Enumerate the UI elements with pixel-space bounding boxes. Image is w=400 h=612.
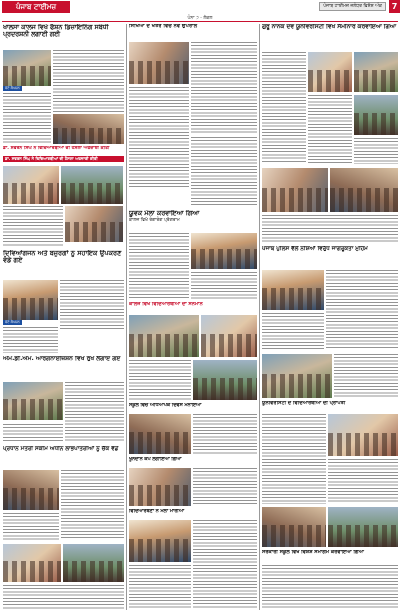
headline: ਗੁਰੂ ਨਾਨਕ ਦੇਵ ਯੂਨੀਵਰਸਿਟੀ ਵਿਖੇ ਸੈਮੀਨਾਰ ਕਰਵਾਇਆ ਗਿਆ: [262, 24, 396, 30]
article-photo: [354, 95, 398, 135]
article-photo: [129, 414, 191, 454]
headline: ਸਰਕਾਰੀ ਸਕੂਲ ਵਿਖੇ ਵਿਸ਼ੇਸ਼ ਸਮਾਗਮ ਕਰਵਾਇਆ ਗਿਆ: [262, 550, 364, 555]
article-body-text: [262, 313, 324, 350]
headline: ਐਮ.ਡੀ.ਐਮ. ਆਰਗਨਾਈਜ਼ੇਸ਼ਨ ਵਿਖੇ ਰੁੱਖ ਲਗਾਏ ਗਏ: [3, 356, 121, 362]
photo-tag: ਫੋਟੋ ਕੈਪਸ਼ਨ: [5, 320, 20, 324]
headline: ਖਾਲਸਾ ਕਾਲਜ ਵਿਖੇ ਫੈਸ਼ਨ ਡਿਜ਼ਾਇਨਿੰਗ ਸਬੰਧੀ ਪ੍ਰਦਰਸ਼ਨੀ ਲਗਾਈ ਗਈ: [3, 24, 109, 39]
article-photo: [354, 52, 398, 92]
newspaper-brand: ਪੰਜਾਬ ਟਾਈਮਜ਼: [2, 1, 70, 13]
page-number: 7: [389, 0, 400, 13]
headline: ਸਕੂਲ ਵਿੱਚ ਅਧਿਆਪਕ ਦਿਵਸ ਮਨਾਇਆ: [129, 403, 202, 408]
masthead: [0, 0, 400, 14]
article-body-text: [3, 327, 58, 353]
photo-banner: ਡਾ. ਸਵਰਨ ਸਿੰਘ ਨੇ ਵਿਦਿਆਰਥੀਆਂ ਦੀ ਹੌਸਲਾ ਅਫਜ਼ਾਈ ਕੀਤੀ: [3, 156, 124, 162]
center-article-4: [129, 509, 257, 519]
article-photo: [191, 233, 257, 269]
middle-left-article: [3, 250, 125, 278]
article-photo: [193, 360, 257, 400]
article-photo: [129, 468, 191, 506]
article-body-text: [129, 87, 189, 187]
article-body-text: [129, 565, 191, 609]
photo-caption: ਡਾ. ਸਵਰਨ ਸਿੰਘ ਨੇ ਵਿਦਿਆਰਥੀਆਂ ਦੀ ਹੌਸਲਾ ਅਫਜ਼ਾਈ ਕੀਤੀ: [3, 146, 110, 151]
dateline: ਪੰਜਾਬ ਟਾਈਮਜ਼ ਜਲੰਧਰ ਵਿਸ਼ੇਸ਼ ਅੰਕ: [319, 2, 386, 11]
article-photo: [61, 166, 123, 204]
article-body-text: [191, 137, 257, 207]
center-article-3: [129, 457, 257, 467]
article-body-text: [3, 585, 124, 609]
article-body-text: [191, 272, 257, 299]
article-body-text: [129, 360, 191, 400]
article-body-text: [61, 470, 124, 540]
headline: ਪ੍ਰਧਾਨ ਮੰਤਰੀ ਸਕੀਮ ਅਧੀਨ ਲਾਭਪਾਤਰੀਆਂ ਨੂੰ ਚੈੱਕ ਵੰਡੇ: [3, 446, 119, 452]
article-body-text: [60, 280, 124, 330]
article-photo: [3, 166, 59, 204]
article-body-text: [65, 382, 124, 442]
article-photo: [262, 270, 324, 310]
photo-tag: ਫੋਟੋ ਕੈਪਸ਼ਨ: [5, 86, 20, 90]
article-photo: [63, 544, 124, 582]
article-body-text: [193, 414, 257, 454]
article-photo: [201, 315, 257, 357]
article-body-text: [129, 233, 189, 299]
article-body-text: [308, 95, 352, 164]
article-body-text: [193, 520, 257, 609]
headline: ਕਾਲਜ ਵਿਖੇ ਵਿਦਿਆਰਥੀਆਂ ਦਾ ਸਨਮਾਨ: [129, 302, 203, 307]
article-body-text: [262, 414, 326, 504]
article-photo: [53, 114, 124, 144]
article-photo: [308, 52, 352, 92]
middle-left-third-article: [3, 446, 125, 468]
right-bottom-article: [262, 550, 398, 564]
article-photo: [328, 414, 398, 456]
article-photo: [262, 168, 328, 212]
top-left-article: [3, 24, 124, 48]
article-photo: [262, 507, 326, 547]
article-body-text: [3, 93, 51, 130]
headline: ਪੰਜਾਬ ਪੁਲਿਸ ਵੱਲੋਂ ਨਸ਼ਿਆਂ ਵਿਰੁੱਧ ਜਾਗਰੂਕਤਾ ਮੁਹਿੰਮ: [262, 246, 368, 252]
article-photo: [3, 50, 51, 86]
article-body-text: [3, 424, 63, 442]
article-photo: [129, 520, 191, 562]
headline: ਯੂਵਕ ਮੇਲਾ ਕਰਵਾਇਆ ਗਿਆ: [129, 210, 200, 217]
article-body-text: [354, 138, 398, 164]
subheadline: ਕਾਲਜ ਵਿਖੇ ਰੰਗਾਰੰਗ ਪ੍ਰੋਗਰਾਮ: [129, 218, 180, 224]
column-divider: [126, 24, 127, 610]
article-body-text: [3, 513, 59, 540]
article-body-text: [3, 206, 63, 246]
headline: ਯੂਨੀਵਰਸਿਟੀ ਦੇ ਵਿਦਿਆਰਥੀਆਂ ਦੀ ਪ੍ਰਾਪਤੀ: [262, 401, 346, 406]
article-body-text: [193, 468, 257, 506]
article-body-text: [262, 565, 398, 609]
article-photo: [328, 507, 398, 547]
article-photo: [262, 354, 332, 398]
article-body-text: [262, 215, 398, 243]
middle-left-second-article: [3, 356, 125, 380]
center-article-2: [129, 403, 257, 413]
headline: ਸਿੱਖਿਆ ਦੇ ਖੇਤਰ ਵਿੱਚ ਨਵੇਂ ਉਪਰਾਲੇ: [129, 24, 198, 29]
article-body-text: [3, 132, 51, 144]
headline: ਖੂਨਦਾਨ ਕੈਂਪ ਲਗਾਇਆ ਗਿਆ: [129, 457, 182, 462]
article-body-text: [334, 354, 398, 398]
article-photo: [3, 382, 63, 420]
center-article: [129, 302, 257, 314]
article-photo: [3, 544, 61, 582]
top-right-article: [262, 24, 398, 50]
article-photo: [3, 280, 58, 320]
article-photo: [129, 42, 189, 84]
article-body-text: [191, 42, 257, 134]
headline: ਦਿਵਿਆਂਗਜਨ ਅਤੇ ਬਜ਼ੁਰਗਾਂ ਨੂੰ ਸਹਾਇਕ ਉਪਕਰਣ ਵੰਡੇ ਗਏ: [3, 250, 122, 265]
article-body-text: [53, 50, 124, 112]
article-body-text: [326, 270, 398, 350]
right-middle-article: [262, 246, 398, 268]
article-photo: [330, 168, 398, 212]
headline: ਵਿਦਿਆਰਥਣਾਂ ਨੇ ਮੱਲਾਂ ਮਾਰੀਆਂ: [129, 509, 184, 514]
top-mid-lower-article: [129, 210, 257, 232]
article-photo: [129, 315, 199, 357]
article-photo: [65, 206, 123, 242]
section-label: ਪੰਨਾ ੭ - ਲੋਕਲ: [187, 16, 213, 21]
article-photo: [3, 470, 59, 510]
article-body-text: [262, 52, 306, 164]
column-divider: [259, 24, 260, 610]
masthead-rule: [2, 21, 398, 22]
article-body-text: [328, 459, 398, 504]
top-mid-article: [129, 24, 239, 40]
right-middle-second-article: [262, 401, 398, 413]
